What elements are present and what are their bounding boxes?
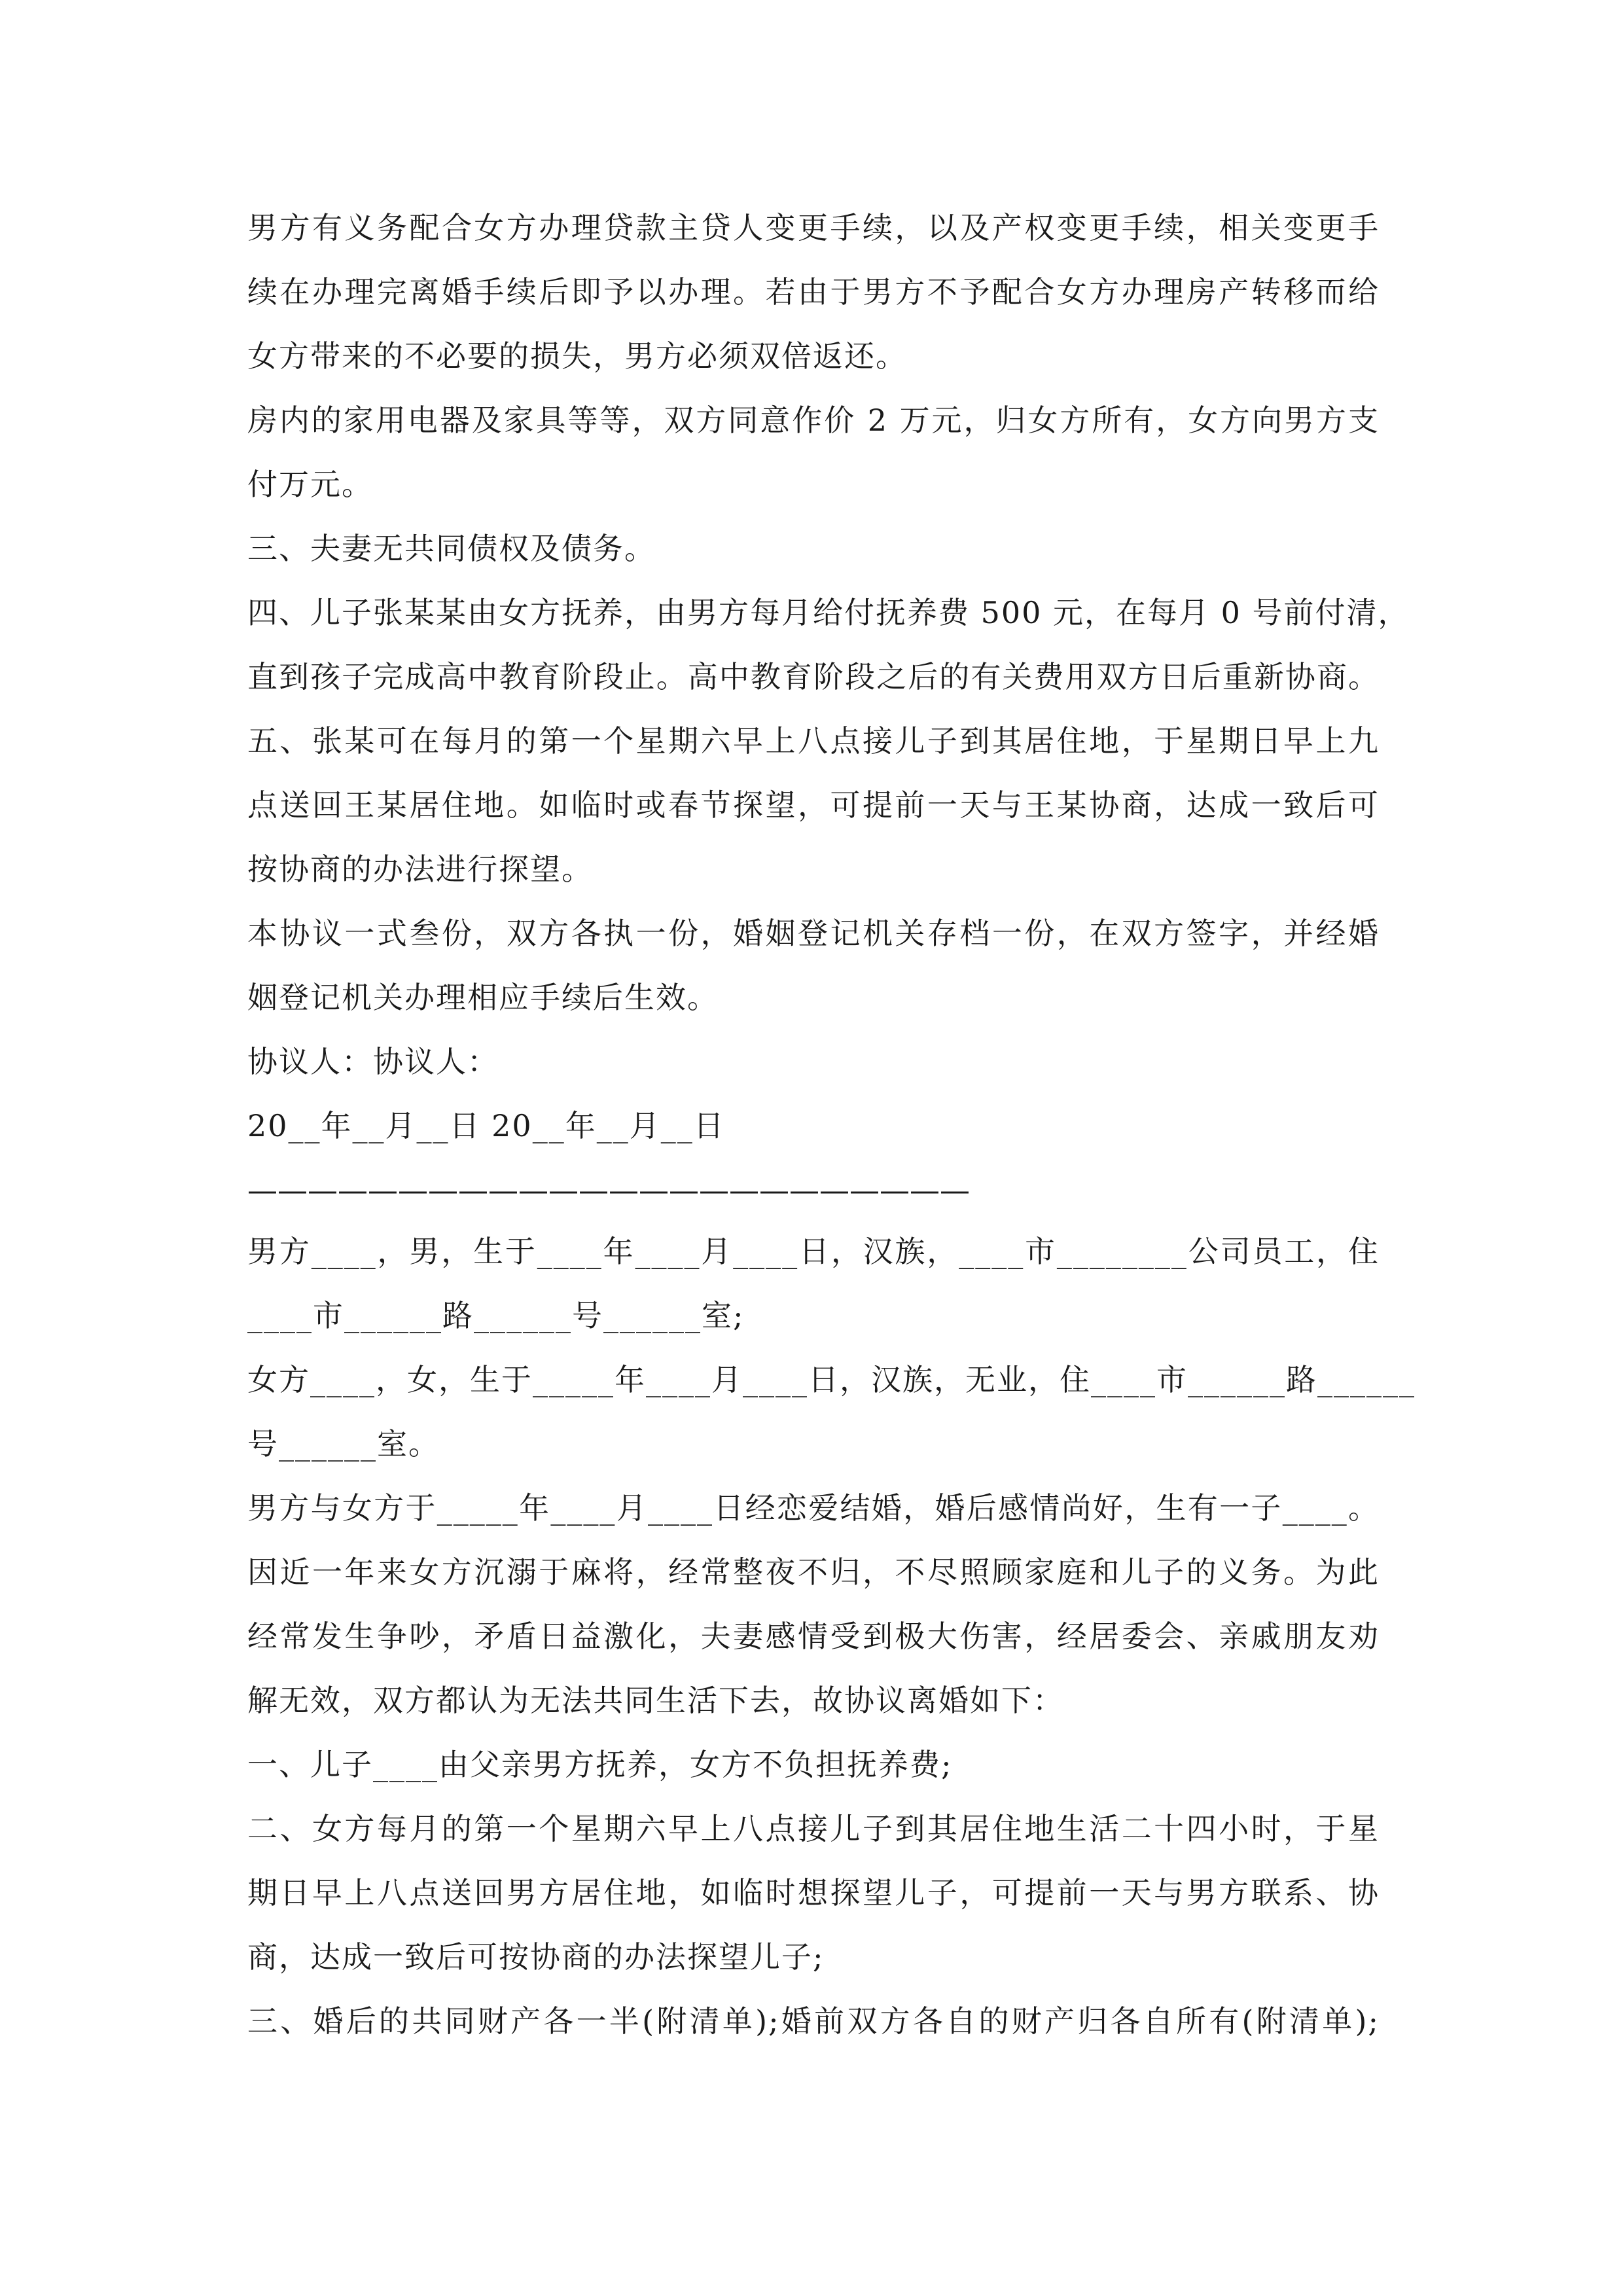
text-line: 五、张某可在每月的第一个星期六早上八点接儿子到其居住地，于星期日早上九	[247, 723, 1380, 759]
text-line: 四、儿子张某某由女方抚养，由男方每月给付抚养费 500 元，在每月 0 号前付清，	[247, 595, 1410, 630]
text-line: 三、婚后的共同财产各一半(附清单);婚前双方各自的财产归各自所有(附清单);	[247, 2003, 1380, 2039]
text-line: 二、女方每月的第一个星期六早上八点接儿子到其居住地生活二十四小时，于星	[247, 1811, 1380, 1846]
text-line: 续在办理完离婚手续后即予以办理。若由于男方不予配合女方办理房产转移而给	[247, 274, 1380, 310]
text-line: 女方____，女，生于_____年____月____日，汉族，无业，住____市______路______	[247, 1362, 1416, 1397]
text-line: 经常发生争吵，矛盾日益激化，夫妻感情受到极大伤害，经居委会、亲戚朋友劝	[247, 1619, 1380, 1654]
text-line: 直到孩子完成高中教育阶段止。高中教育阶段之后的有关费用双方日后重新协商。	[247, 659, 1380, 694]
text-line: 一、儿子____由父亲男方抚养，女方不负担抚养费;	[247, 1747, 953, 1782]
text-line: 协议人：协议人：	[247, 1044, 499, 1079]
text-line: 三、夫妻无共同债权及债务。	[247, 531, 656, 566]
text-line: 因近一年来女方沉溺于麻将，经常整夜不归，不尽照顾家庭和儿子的义务。为此	[247, 1554, 1380, 1590]
text-line: 房内的家用电器及家具等等，双方同意作价 2 万元，归女方所有，女方向男方支	[247, 403, 1380, 438]
text-line: 女方带来的不必要的损失，男方必须双倍返还。	[247, 338, 907, 374]
text-line: 解无效，双方都认为无法共同生活下去，故协议离婚如下：	[247, 1683, 1064, 1718]
text-line: 本协议一式叁份，双方各执一份，婚姻登记机关存档一份，在双方签字，并经婚	[247, 916, 1380, 951]
text-line: 号______室。	[247, 1426, 440, 1462]
text-line: 男方有义务配合女方办理贷款主贷人变更手续，以及产权变更手续，相关变更手	[247, 210, 1380, 245]
text-line: 点送回王某居住地。如临时或春节探望，可提前一天与王某协商，达成一致后可	[247, 787, 1380, 823]
separator-line: ————————————————————————	[247, 1172, 970, 1208]
text-line: 期日早上八点送回男方居住地，如临时想探望儿子，可提前一天与男方联系、协	[247, 1875, 1380, 1910]
text-line: 按协商的办法进行探望。	[247, 852, 593, 887]
text-line: 20__年__月__日 20__年__月__日	[247, 1108, 725, 1143]
text-line: 男方与女方于_____年____月____日经恋爱结婚，婚后感情尚好，生有一子____。	[247, 1490, 1380, 1526]
text-line: 男方____，男，生于____年____月____日，汉族，____市________公司员工，住	[247, 1234, 1380, 1269]
text-line: 姻登记机关办理相应手续后生效。	[247, 980, 719, 1015]
text-line: ____市______路______号______室;	[247, 1298, 745, 1333]
text-line: 商，达成一致后可按协商的办法探望儿子;	[247, 1939, 825, 1975]
text-line: 付万元。	[247, 467, 373, 502]
